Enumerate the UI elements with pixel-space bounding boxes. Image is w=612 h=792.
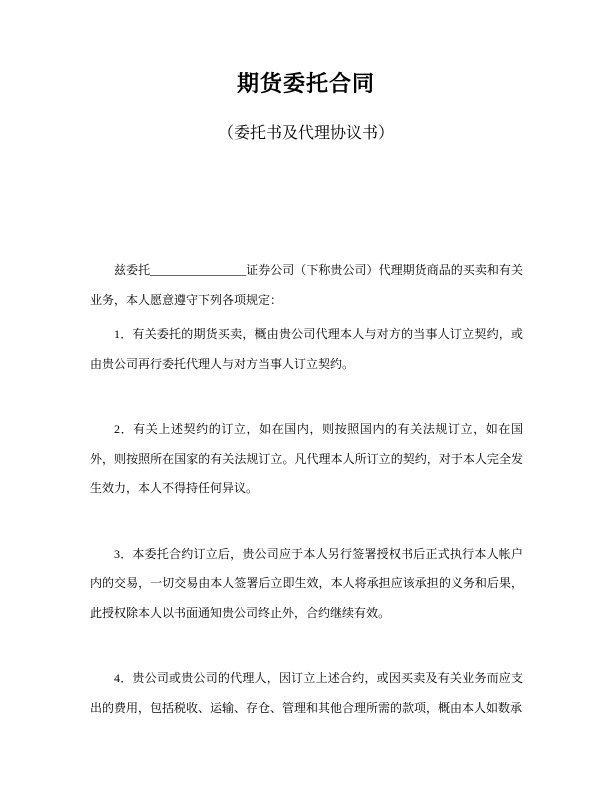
clause-paragraph-4: 4．贵公司或贵公司的代理人，因订立上述合约，或因买卖及有关业务而应支出的费用，包括税收、运输、存仓、管理和其他合理所需的款项，概由本人如数承 [90,671,523,715]
intro-rest-text: 证券公司（下称贵公司）代理期货商品的买卖和有关业务，本人愿意遵守下列各项规定： [90,263,523,307]
clause-paragraph-2: 2．有关上述契约的订立，如在国内，则按照国内的有关法规订立，如在国外，则按照所在国家的有关法规订立。凡代理本人所订立的契约，对于本人完全发生效力，本人不得持任何异议。 [90,422,523,495]
clause-paragraph-1: 1．有关委托的期货买卖，概由贵公司代理本人与对方的当事人订立契约，或由贵公司再行委托代理人与对方当事人订立契约。 [90,327,523,371]
intro-lead-text: 兹委托 [114,263,151,277]
intro-paragraph [90,256,523,315]
document-body [90,256,523,723]
clause-paragraph-3: 3．本委托合约订立后，贵公司应于本人另行签署授权书后正式执行本人帐户内的交易，一切交易由本人签署后立即生效，本人将承担应该承担的义务和后果，此授权除本人以书面通知贵公司终止外，合约继续有效。 [90,546,523,620]
document-subtitle: （委托书及代理协议书） [217,125,394,142]
document-title: 期货委托合同 [236,71,375,96]
company-name-blank: ________________ [150,263,247,277]
